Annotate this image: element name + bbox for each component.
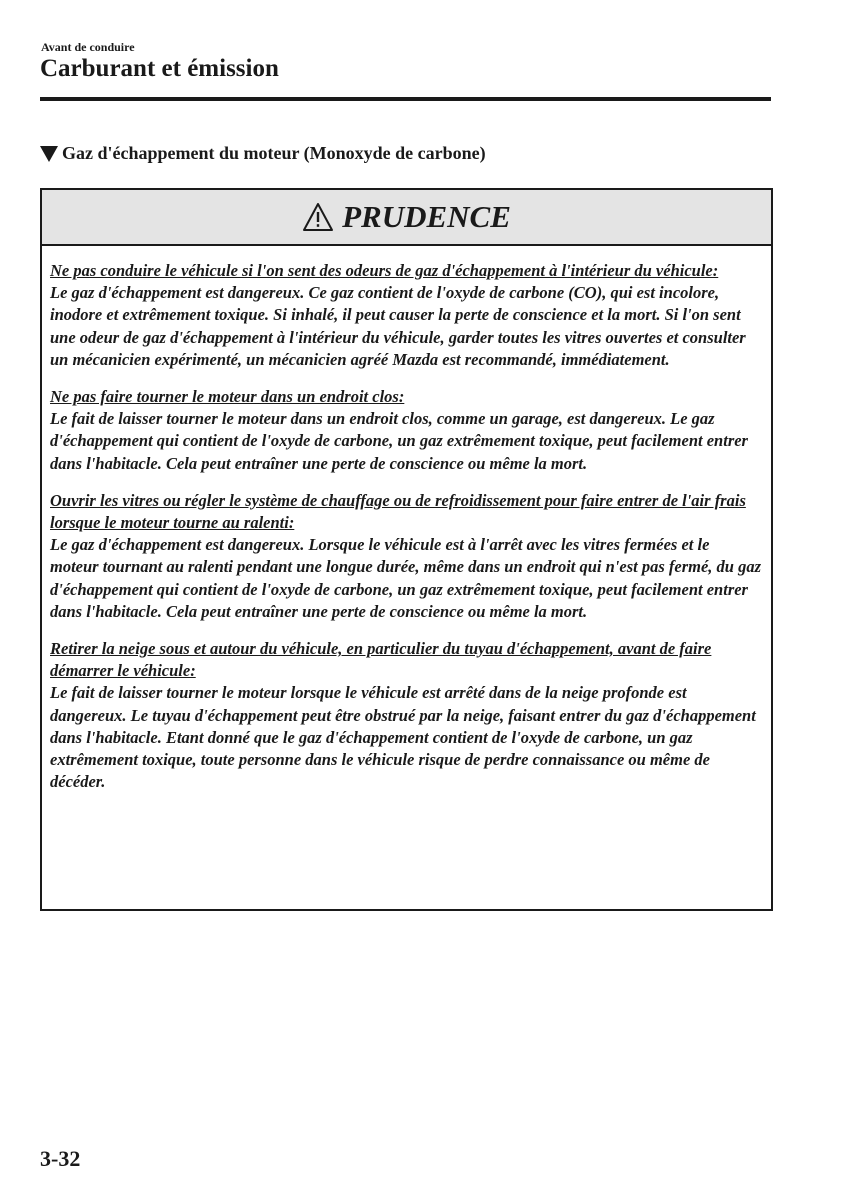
warning-triangle-icon xyxy=(302,202,334,232)
caution-paragraph-heading: Ne pas faire tourner le moteur dans un endroit clos: xyxy=(50,387,405,407)
caution-paragraph-text: Le gaz d'échappement est dangereux. Lorsque le véhicule est à l'arrêt avec les vitres fermées et le moteur tournant au ralenti pendant une longue durée, même dans un endroit qui n'est pas fermé, du gaz d'échappement qui contient de l'oxyde de carbone, un gaz extrêmement toxique, peut facilement entrer dans l'habitacle. Cela peut entraîner une perte de conscience ou même la mort. xyxy=(50,535,761,621)
caution-header xyxy=(42,190,771,246)
page-title: Carburant et émission xyxy=(40,55,279,82)
caution-paragraph-heading: Ouvrir les vitres ou régler le système de chauffage ou de refroidissement pour faire entrer de l'air frais lorsque le moteur tourne au ralenti: xyxy=(50,490,746,533)
caution-paragraph-heading: Ne pas conduire le véhicule si l'on sent des odeurs de gaz d'échappement à l'intérieur du véhicule: xyxy=(50,261,719,280)
section-heading xyxy=(40,143,486,164)
triangle-down-icon xyxy=(40,146,58,162)
caution-paragraph xyxy=(50,490,761,623)
caution-paragraph xyxy=(50,386,761,475)
caution-paragraph-text: Le fait de laisser tourner le moteur dans un endroit clos, comme un garage, est dangereux. Le gaz d'échappement qui contient de l'oxyde de carbone, un gaz extrêmement toxique, peut facilement entrer dans l'habitacle. Cela peut entraîner une perte de conscience ou même la mort. xyxy=(50,409,748,473)
caution-box xyxy=(40,188,773,911)
section-heading-text: Gaz d'échappement du moteur (Monoxyde de carbone) xyxy=(62,143,486,163)
caution-paragraph-text: Le fait de laisser tourner le moteur lorsque le véhicule est arrêté dans de la neige profonde est dangereux. Le tuyau d'échappement peut être obstrué par la neige, faisant entrer du gaz d'échappement dans l'habitacle. Etant donné que le gaz d'échappement contient de l'oxyde de carbone, un gaz extrêmement toxique, toute personne dans le véhicule risque de perdre connaissance ou même de décéder. xyxy=(50,683,756,792)
caution-paragraph xyxy=(50,260,761,371)
title-rule xyxy=(40,97,771,101)
caution-title: PRUDENCE xyxy=(342,199,511,234)
caution-paragraph-text: Le gaz d'échappement est dangereux. Ce gaz contient de l'oxyde de carbone (CO), qui est incolore, inodore et extrêmement toxique. Si inhalé, il peut causer la perte de conscience et la mort. Si l'on sent une odeur de gaz d'échappement à l'intérieur du véhicule, garder toutes les vitres ouvertes et consulter un mécanicien expérimenté, un mécanicien agréé Mazda est recommandé, immédiatement. xyxy=(50,283,746,369)
caution-paragraph xyxy=(50,638,761,793)
breadcrumb: Avant de conduire xyxy=(41,40,135,54)
caution-body xyxy=(42,246,771,793)
caution-paragraph-heading: Retirer la neige sous et autour du véhicule, en particulier du tuyau d'échappement, avant de faire démarrer le véhicule: xyxy=(50,639,712,681)
page-number: 3-32 xyxy=(40,1146,81,1171)
